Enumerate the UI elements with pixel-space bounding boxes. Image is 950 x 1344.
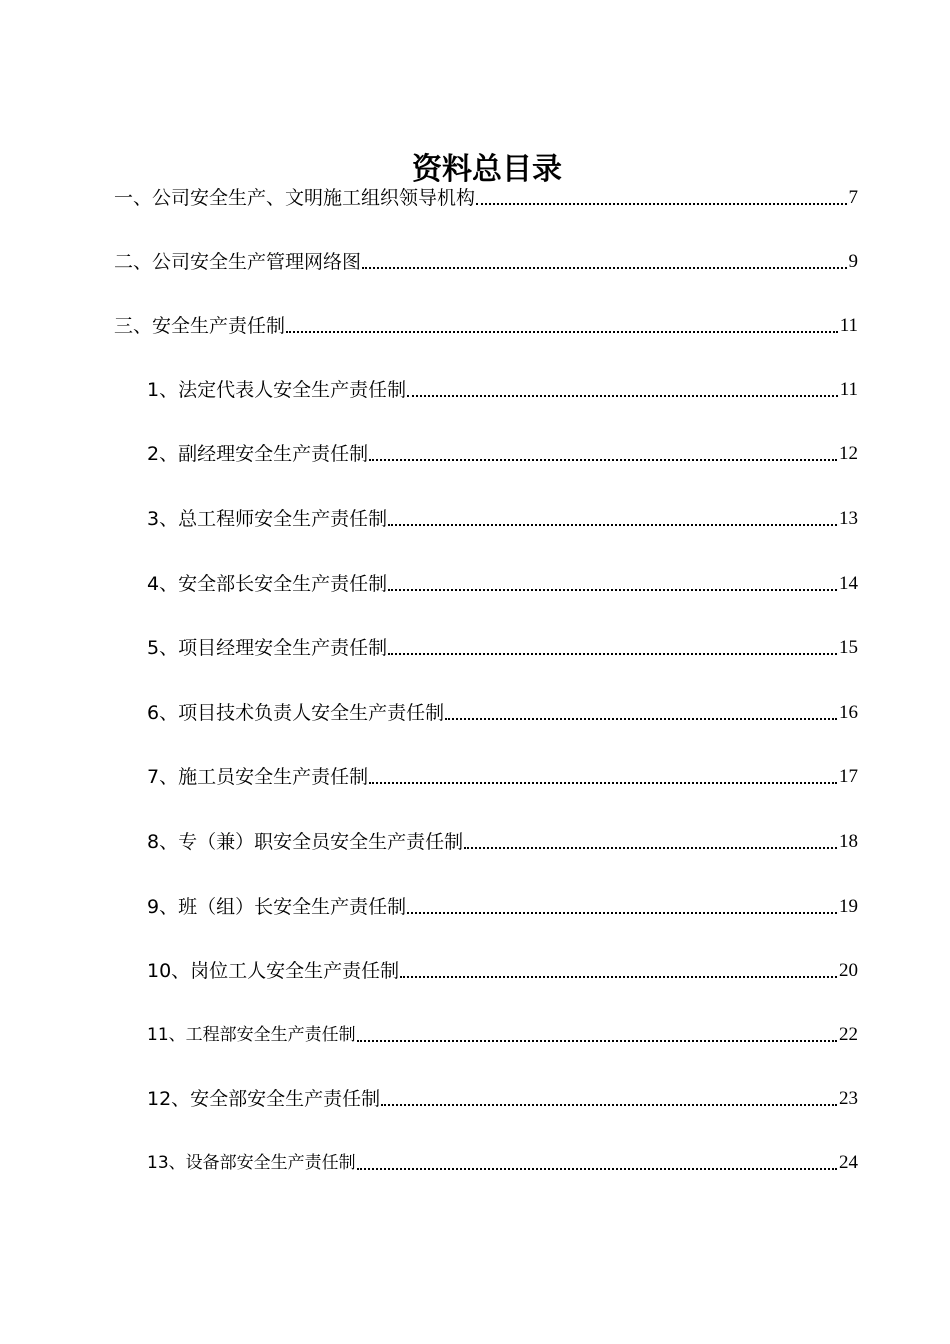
toc-page-number: 15 <box>839 637 858 658</box>
toc-page-number: 12 <box>839 443 858 464</box>
toc-page-number: 16 <box>839 702 858 723</box>
toc-page-number: 17 <box>839 766 858 787</box>
dot-leader <box>476 203 846 205</box>
toc-entry[interactable] <box>147 1019 858 1049</box>
toc-page-number: 24 <box>839 1152 858 1173</box>
toc-page-number: 13 <box>839 508 858 529</box>
dot-leader <box>464 847 837 849</box>
toc-entry-text: 8、专（兼）职安全员安全生产责任制 <box>147 831 464 853</box>
toc-entry-text: 7、施工员安全生产责任制 <box>147 766 369 788</box>
toc-page-number: 9 <box>848 251 858 272</box>
toc-page-number: 23 <box>839 1088 858 1109</box>
document-title: 资料总目录 <box>412 152 562 188</box>
dot-leader <box>381 1104 837 1106</box>
dot-leader <box>357 1040 837 1042</box>
toc-entry[interactable] <box>147 568 858 598</box>
toc-entry[interactable] <box>147 503 858 533</box>
toc-entry[interactable] <box>147 891 858 921</box>
toc-entry-text: 11、工程部安全生产责任制 <box>147 1025 356 1045</box>
dot-leader <box>388 524 837 526</box>
toc-entry[interactable] <box>147 697 858 727</box>
toc-entry[interactable] <box>147 1083 858 1113</box>
toc-page-number: 22 <box>839 1024 858 1045</box>
dot-leader <box>388 589 837 591</box>
toc-entry[interactable] <box>147 632 858 662</box>
toc-entry-text: 5、项目经理安全生产责任制 <box>147 637 388 659</box>
toc-entry[interactable] <box>147 955 858 985</box>
toc-entry[interactable] <box>147 438 858 468</box>
toc-entry-text: 12、安全部安全生产责任制 <box>147 1088 381 1110</box>
toc-page-number: 19 <box>839 896 858 917</box>
dot-leader <box>388 653 837 655</box>
toc-entry[interactable] <box>147 374 858 404</box>
toc-entry[interactable] <box>147 826 858 856</box>
dot-leader <box>369 459 837 461</box>
toc-page-number: 7 <box>848 187 858 208</box>
toc-entry-text: 二、公司安全生产管理网络图 <box>114 251 362 273</box>
toc-entry[interactable] <box>147 1147 858 1177</box>
toc-entry-text: 13、设备部安全生产责任制 <box>147 1153 356 1173</box>
toc-entry[interactable] <box>114 182 858 212</box>
toc-page-number: 20 <box>839 960 858 981</box>
toc-entry-text: 2、副经理安全生产责任制 <box>147 443 369 465</box>
toc-entry-text: 三、安全生产责任制 <box>114 315 286 337</box>
toc-page-number: 18 <box>839 831 858 852</box>
toc-entry[interactable] <box>114 246 858 276</box>
toc-entry-text: 1、法定代表人安全生产责任制 <box>147 379 407 401</box>
toc-entry-text: 3、总工程师安全生产责任制 <box>147 508 388 530</box>
dot-leader <box>407 395 838 397</box>
toc-entry[interactable] <box>147 761 858 791</box>
toc-page-number: 14 <box>839 573 858 594</box>
dot-leader <box>445 718 837 720</box>
toc-page-number: 11 <box>839 315 858 336</box>
toc-page-number: 11 <box>839 379 858 400</box>
dot-leader <box>400 976 837 978</box>
dot-leader <box>369 782 837 784</box>
dot-leader <box>362 267 846 269</box>
toc-entry[interactable] <box>114 310 858 340</box>
dot-leader <box>286 331 838 333</box>
toc-entry-text: 9、班（组）长安全生产责任制 <box>147 896 407 918</box>
toc-entry-text: 4、安全部长安全生产责任制 <box>147 573 388 595</box>
toc-entry-text: 10、岗位工人安全生产责任制 <box>147 960 400 982</box>
dot-leader <box>407 912 837 914</box>
toc-entry-text: 一、公司安全生产、文明施工组织领导机构 <box>114 187 476 209</box>
toc-entry-text: 6、项目技术负责人安全生产责任制 <box>147 702 445 724</box>
dot-leader <box>357 1168 837 1170</box>
